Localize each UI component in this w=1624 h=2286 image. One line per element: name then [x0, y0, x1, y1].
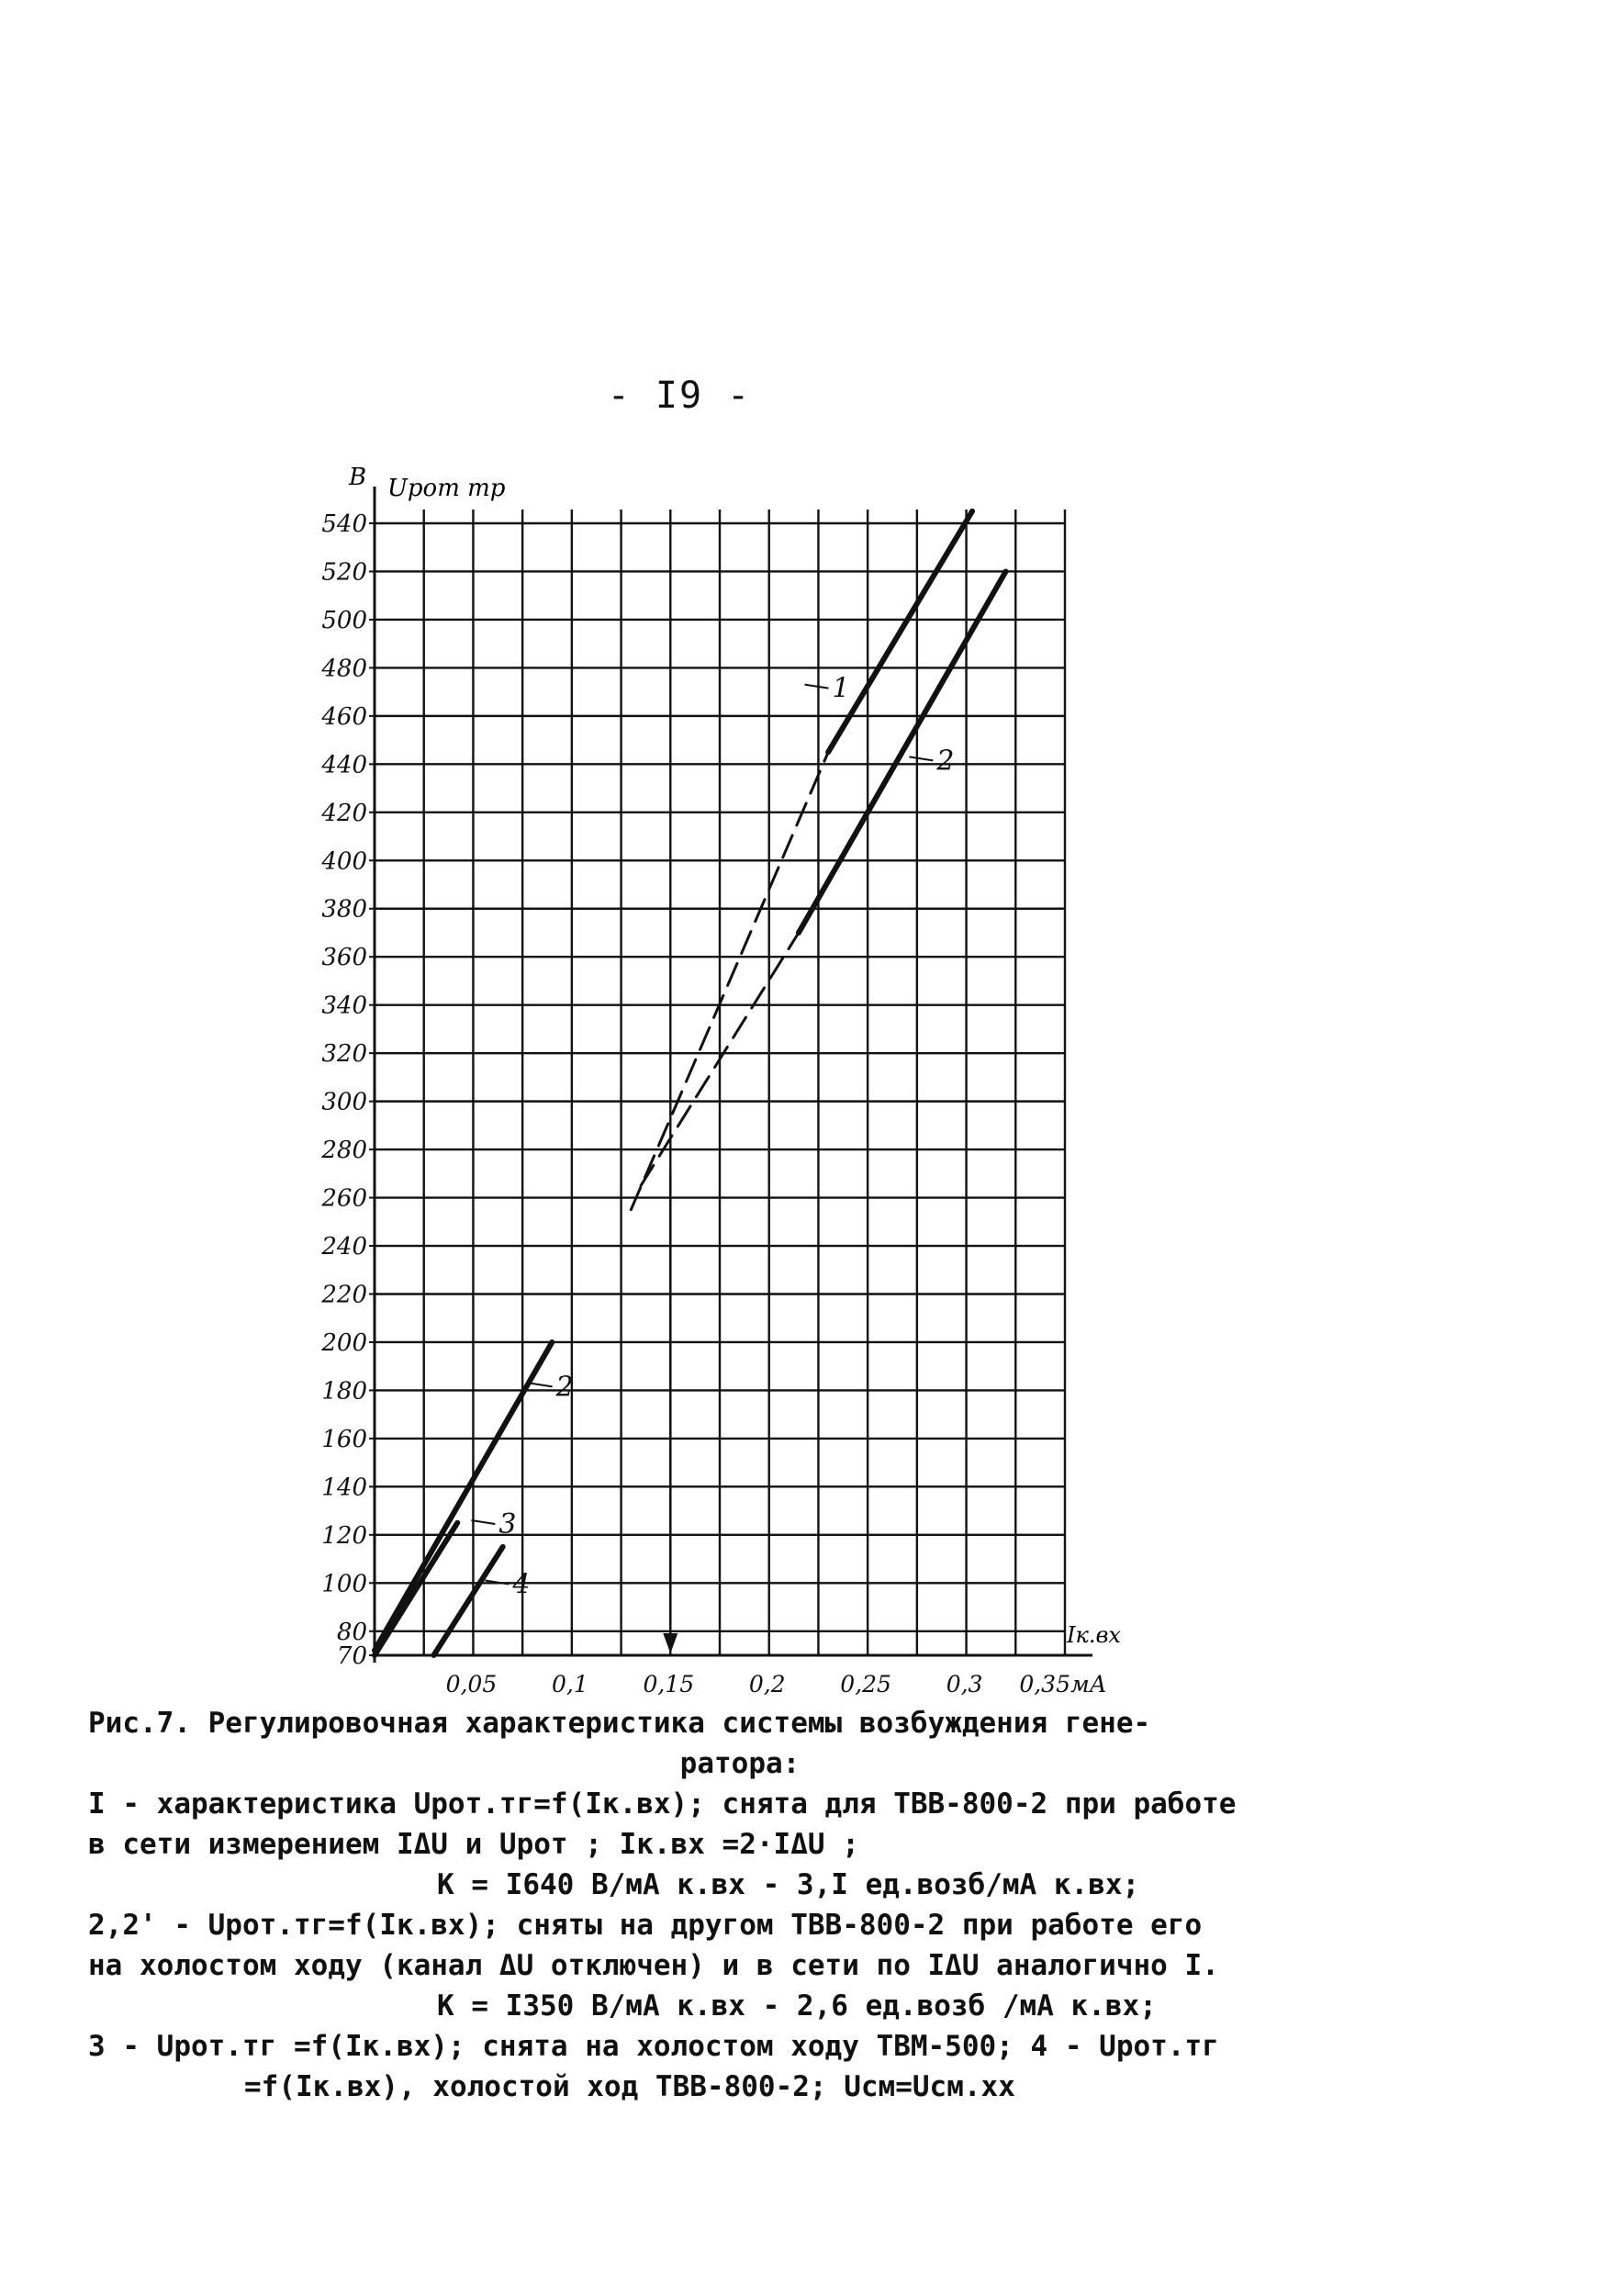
y-tick-label: 180 — [321, 1377, 367, 1406]
figure-caption — [88, 1703, 1392, 2107]
y-tick-label: 120 — [321, 1521, 367, 1550]
y-axis-label: Uрот тр — [387, 475, 506, 502]
x-tick-label: 0,15 — [643, 1671, 695, 1698]
caption-line-1: I - характеристика Uрот.тг=f(Iк.вх); снята для ТВВ-800-2 при работе — [88, 1787, 1237, 1821]
y-tick-label: 380 — [321, 895, 367, 924]
y-tick-label: 300 — [321, 1088, 367, 1116]
caption-line-8: =f(Iк.вх), холостой ход ТВВ-800-2; Uсм=Uсм.хх — [244, 2070, 1015, 2103]
y-tick-label: 340 — [321, 992, 367, 1020]
y-tick-label: 480 — [321, 655, 367, 683]
y-axis-unit: В — [349, 464, 367, 491]
curve-label-leader — [909, 756, 933, 760]
caption-line-2: в сети измерением IΔU и Uрот ; Iк.вх =2·IΔU ; — [88, 1828, 859, 1861]
caption-line-3: К = I640 В/мА к.вх - 3,I ед.возб/мА к.вх; — [437, 1868, 1140, 1901]
x-tick-label: 0,05 — [445, 1671, 498, 1698]
y-tick-label: 260 — [321, 1184, 367, 1213]
curve-label-leader — [804, 685, 828, 689]
y-tick-label: 360 — [321, 944, 367, 972]
chart-grid — [375, 510, 1065, 1655]
y-tick-label: 540 — [321, 510, 367, 538]
x-tick-labels — [446, 1671, 1107, 1698]
y-tick-label: 320 — [321, 1040, 367, 1069]
y-tick-label: 520 — [321, 558, 367, 587]
page-number: - I9 - — [607, 375, 752, 417]
x-tick-label: 0,1 — [551, 1671, 588, 1698]
y-tick-label: 400 — [321, 847, 367, 876]
curve-label: 3 — [498, 1507, 517, 1541]
y-tick-labels — [320, 510, 375, 1670]
y-tick-label: 220 — [321, 1281, 367, 1309]
series-4-solid — [433, 1547, 502, 1655]
y-tick-label: 420 — [321, 799, 367, 827]
chart-series — [375, 511, 1006, 1655]
y-tick-label: 440 — [321, 751, 367, 779]
y-tick-label: 80 — [336, 1618, 367, 1646]
y-tick-label: 500 — [321, 606, 367, 634]
y-tick-label: 240 — [321, 1233, 367, 1261]
y-tick-label: 460 — [321, 702, 367, 731]
caption-title-1: Рис.7. Регулировочная характеристика системы возбуждения гене- — [88, 1707, 1151, 1740]
x-tick-label: 0,2 — [748, 1671, 786, 1698]
curve-label-leader — [529, 1383, 553, 1386]
y-tick-label: 200 — [321, 1328, 367, 1357]
y-tick-label: 280 — [321, 1137, 367, 1165]
x-tick-label: 0,35мА — [1019, 1671, 1107, 1698]
arrow-head — [663, 1633, 678, 1653]
curve-label: 2 — [936, 745, 955, 778]
caption-title-2: ратора: — [679, 1747, 801, 1780]
caption-line-7: 3 - Uрот.тг =f(Iк.вх); снята на холостом ходу ТВМ-500; 4 - Uрот.тг — [88, 2030, 1219, 2063]
curve-label: 1 — [832, 672, 850, 705]
y-tick-label: 140 — [321, 1474, 367, 1502]
y-tick-label: 100 — [321, 1570, 367, 1598]
x-tick-label: 0,25 — [840, 1671, 891, 1698]
caption-line-6: К = I350 В/мА к.вх - 2,6 ед.возб /мА к.вх; — [437, 1989, 1157, 2023]
y-tick-label: 70 — [336, 1642, 367, 1670]
x-axis-label: Iк.вх — [1067, 1622, 1121, 1648]
y-tick-label: 160 — [321, 1425, 367, 1453]
curve-label: 2 — [555, 1371, 574, 1404]
x-tick-label: 0,3 — [946, 1671, 983, 1698]
caption-line-4: 2,2' - Uрот.тг=f(Iк.вх); сняты на другом ТВВ-800-2 при работе его — [88, 1909, 1203, 1942]
series-1-dashed — [631, 752, 828, 1209]
curve-label: 4 — [512, 1568, 531, 1601]
caption-line-5: на холостом ходу (канал ΔU отключен) и в сети по IΔU аналогично I. — [88, 1949, 1219, 1982]
curve-label-leader — [471, 1520, 495, 1524]
